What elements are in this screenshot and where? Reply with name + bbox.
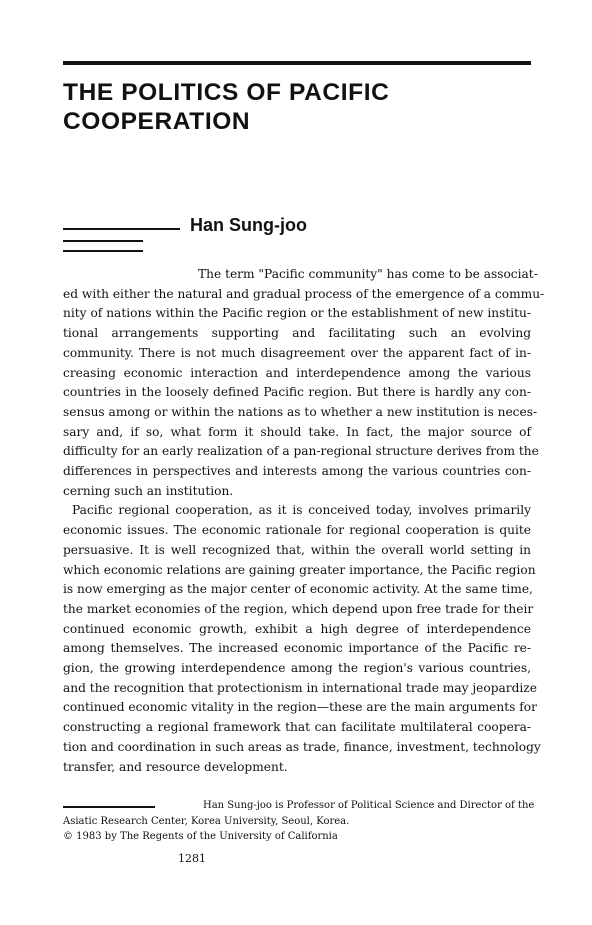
body-line: differences in perspectives and interests among the various countries con- xyxy=(63,464,531,479)
body-line: sary and, if so, what form it should take. In fact, the major source of xyxy=(63,424,531,439)
body-line: transfer, and resource development. xyxy=(63,759,288,774)
title-line: THE POLITICS OF PACIFIC xyxy=(63,79,390,106)
body-line: is now emerging as the major center of economic activity. At the same time, xyxy=(63,582,533,597)
body-line: creasing economic interaction and interdependence among the various xyxy=(63,365,531,380)
author-rule xyxy=(63,240,143,242)
page-number: 1281 xyxy=(178,852,206,865)
author-name: Han Sung-joo xyxy=(190,215,307,235)
body-line: ed with either the natural and gradual process of the emergence of a commu- xyxy=(63,286,545,301)
body-line: which economic relations are gaining greater importance, the Pacific region xyxy=(63,562,536,577)
body-line: persuasive. It is well recognized that, within the overall world setting in xyxy=(63,542,531,557)
body-line: tional arrangements supporting and facilitating such an evolving xyxy=(63,326,531,341)
body-line: among themselves. The increased economic importance of the Pacific re- xyxy=(63,641,531,656)
body-line: tion and coordination in such areas as trade, finance, investment, technology xyxy=(63,739,541,754)
body-line: difficulty for an early realization of a pan-regional structure derives from the xyxy=(63,444,539,459)
body-line: the market economies of the region, which depend upon free trade for their xyxy=(63,601,534,616)
body-line: countries in the loosely defined Pacific region. But there is hardly any con- xyxy=(63,385,531,400)
body-line: nity of nations within the Pacific region or the establishment of new institu- xyxy=(63,306,531,321)
body-line: The term "Pacific community" has come to be associat- xyxy=(198,267,538,281)
author-rule xyxy=(63,250,143,252)
footnote xyxy=(63,798,535,845)
article-title xyxy=(63,78,533,136)
body-line: Pacific regional cooperation, as it is conceived today, involves primarily xyxy=(72,503,531,518)
footnote-line: Asiatic Research Center, Korea University, Seoul, Korea. xyxy=(63,815,350,827)
body-line: and the recognition that protectionism in international trade may jeopardize xyxy=(63,680,537,695)
body-line: community. There is not much disagreement over the apparent fact of in- xyxy=(63,345,531,360)
footnote-line: Han Sung-joo is Professor of Political Science and Director of the xyxy=(203,800,535,811)
top-rule xyxy=(63,61,531,65)
title-line: COOPERATION xyxy=(63,108,251,135)
copyright-line: © 1983 by The Regents of the University of California xyxy=(63,831,338,842)
body-line: constructing a regional framework that can facilitate multilateral coopera- xyxy=(63,720,531,735)
body-line: sensus among or within the nations as to whether a new institution is neces- xyxy=(63,404,538,419)
body-line: gion, the growing interdependence among the region's various countries, xyxy=(63,661,531,676)
body-line: cerning such an institution. xyxy=(63,483,234,498)
author-rule xyxy=(63,228,180,230)
body-line: continued economic growth, exhibit a high degree of interdependence xyxy=(63,621,531,636)
body-line: continued economic vitality in the region—these are the main arguments for xyxy=(63,700,537,715)
body-text xyxy=(63,265,545,777)
body-line: economic issues. The economic rationale for regional cooperation is quite xyxy=(63,523,531,538)
